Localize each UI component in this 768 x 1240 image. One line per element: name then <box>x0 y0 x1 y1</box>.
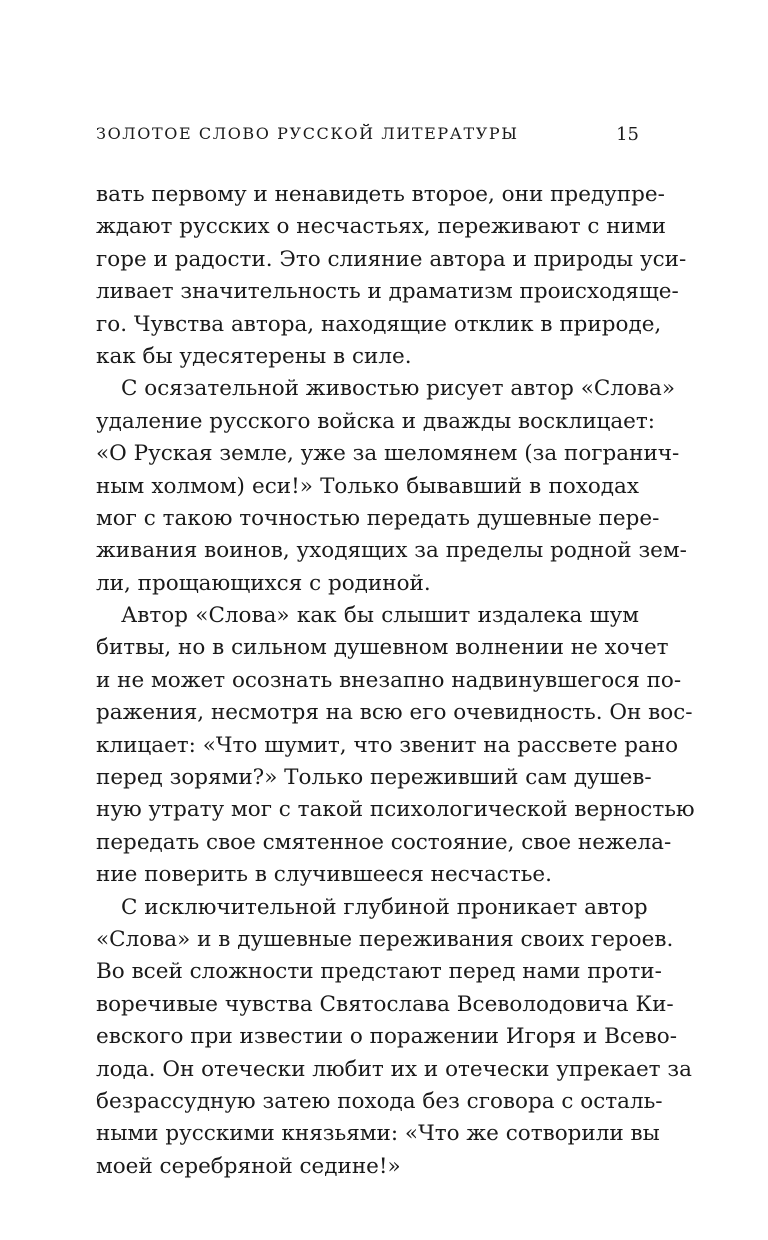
text-line: го. Чувства автора, находящие отклик в природе, <box>96 311 662 337</box>
paragraph-1 <box>96 179 687 373</box>
text-line: и не может осознать внезапно надвинувшегося по- <box>96 667 682 693</box>
text-line: моей серебряной седине!» <box>96 1153 401 1179</box>
text-line: ражения, несмотря на всю его очевидность. Он вос- <box>96 700 693 726</box>
text-line: мог с такою точностью передать душевные пере- <box>96 505 660 531</box>
text-line: ную утрату мог с такой психологической верностью <box>96 797 695 823</box>
body-text <box>96 179 695 1183</box>
text-line: перед зорями?» Только переживший сам душев- <box>96 765 652 791</box>
paragraph-2 <box>96 373 687 600</box>
text-line: ние поверить в случившееся несчастье. <box>96 862 552 888</box>
text-line: ным холмом) еси!» Только бывавший в походах <box>96 473 639 499</box>
text-line: клицает: «Что шумит, что звенит на рассвете рано <box>96 732 679 758</box>
text-line: безрассудную затею похода без сговора с осталь- <box>96 1088 663 1114</box>
text-line: ли, прощающихся с родиной. <box>96 570 431 596</box>
text-line: битвы, но в сильном душевном волнении не хочет <box>96 635 669 661</box>
running-header-title: ЗОЛОТОЕ СЛОВО РУССКОЙ ЛИТЕРАТУРЫ <box>96 124 519 143</box>
text-line: живания воинов, уходящих за пределы родной зем- <box>96 538 687 564</box>
text-line: евского при известии о поражении Игоря и Всево- <box>96 1024 677 1050</box>
text-line: удаление русского войска и дважды восклицает: <box>96 408 656 434</box>
text-line: вать первому и ненавидеть второе, они предупре- <box>96 182 665 207</box>
text-line: передать свое смятенное состояние, свое нежела- <box>96 829 672 855</box>
text-line: С осязательной живостью рисует автор «Слова» <box>121 376 676 402</box>
text-line: ждают русских о несчастьях, переживают с ними <box>96 214 667 240</box>
text-line: горе и радости. Это слияние автора и природы уси- <box>96 246 687 272</box>
text-line: Автор «Слова» как бы слышит издалека шум <box>121 603 639 629</box>
text-line: «Слова» и в душевные переживания своих героев. <box>96 926 674 952</box>
text-line: воречивые чувства Святослава Всеволодовича Ки- <box>96 991 674 1017</box>
text-line: С исключительной глубиной проникает автор <box>121 894 648 920</box>
text-line: лода. Он отечески любит их и отечески упрекает за <box>96 1056 692 1082</box>
text-line: ными русскими князьями: «Что же сотворили вы <box>96 1121 660 1147</box>
running-header <box>96 124 639 150</box>
text-line: «О Руская земле, уже за шеломянем (за погранич- <box>96 441 680 467</box>
paragraph-4 <box>96 892 692 1184</box>
text-line: ливает значительность и драматизм происходяще- <box>96 279 679 305</box>
page-number: 15 <box>616 124 639 145</box>
text-line: как бы удесятерены в силе. <box>96 343 412 369</box>
text-line: Во всей сложности предстают перед нами проти- <box>96 959 662 985</box>
paragraph-3 <box>96 600 695 892</box>
